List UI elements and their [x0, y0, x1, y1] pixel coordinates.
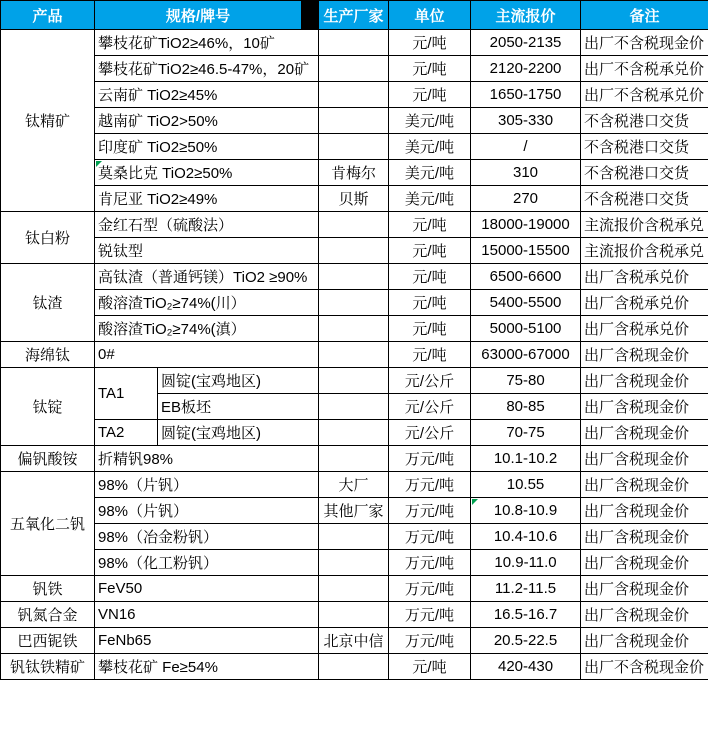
maker-cell [319, 446, 389, 472]
unit-cell [389, 550, 471, 576]
price-text: 10.4-10.6 [493, 528, 558, 545]
product-cell [1, 446, 95, 472]
spec-text: 攀枝花矿TiO2≥46.5-47%，20矿 [98, 61, 310, 78]
note-cell [581, 368, 708, 394]
note-cell [581, 212, 708, 238]
unit-cell [389, 160, 471, 186]
header-note: 备注 [581, 1, 708, 30]
maker-cell [319, 654, 389, 680]
product-text: 钛精矿 [24, 113, 70, 130]
price-cell [471, 472, 581, 498]
table-row [1, 316, 708, 342]
note-text: 出厂含税现金价 [584, 425, 690, 442]
unit-text: 元/吨 [412, 61, 447, 78]
table-row [1, 602, 708, 628]
header-price: 主流报价 [471, 1, 581, 30]
table-row [1, 212, 708, 238]
spec-cell [95, 498, 319, 524]
note-text: 出厂含税现金价 [584, 607, 690, 624]
spec-cell [95, 524, 319, 550]
table-row [1, 576, 708, 602]
spec-cell [95, 628, 319, 654]
spec-text: VN16 [98, 606, 136, 623]
maker-text: 其他厂家 [323, 503, 384, 520]
table-row [1, 420, 708, 446]
table-row [1, 160, 708, 186]
table-row [1, 264, 708, 290]
table-row [1, 472, 708, 498]
header-spec: 规格/牌号 [95, 1, 302, 30]
spec-text: FeV50 [98, 580, 143, 597]
unit-text: 万元/吨 [404, 633, 455, 650]
spec-desc-cell [158, 368, 319, 394]
product-text: 海绵钛 [24, 347, 70, 364]
spec-cell [95, 654, 319, 680]
unit-text: 元/吨 [412, 217, 447, 234]
spec-text: 攀枝花矿 Fe≥54% [98, 659, 218, 676]
spec-text: 锐钛型 [98, 243, 144, 260]
spec-text: 云南矿 TiO2≥45% [98, 87, 218, 104]
comment-marker-icon [472, 499, 478, 505]
note-cell [581, 82, 708, 108]
price-text: 15000-15500 [481, 242, 570, 259]
unit-cell [389, 602, 471, 628]
price-cell [471, 524, 581, 550]
unit-cell [389, 186, 471, 212]
product-text: 钛锭 [32, 399, 63, 416]
note-text: 出厂含税现金价 [584, 529, 690, 546]
note-text: 出厂含税现金价 [584, 555, 690, 572]
table-row [1, 186, 708, 212]
note-cell [581, 264, 708, 290]
spec-text: 肯尼亚 TiO2≥49% [98, 191, 218, 208]
maker-cell [319, 420, 389, 446]
header-maker: 生产厂家 [319, 1, 389, 30]
unit-cell [389, 524, 471, 550]
spec-text: 莫桑比克 TiO2≥50% [98, 165, 233, 182]
table-row [1, 654, 708, 680]
note-cell [581, 186, 708, 212]
spec-text: 98%（冶金粉钒） [98, 529, 219, 546]
price-text: 16.5-16.7 [493, 606, 558, 623]
table-row [1, 342, 708, 368]
price-cell [471, 56, 581, 82]
spec-text: FeNb65 [98, 632, 152, 649]
spec-cell [95, 30, 319, 56]
price-cell [471, 576, 581, 602]
spec-cell [95, 238, 319, 264]
note-text: 出厂含税承兑价 [584, 321, 690, 338]
maker-cell [319, 186, 389, 212]
product-cell [1, 342, 95, 368]
spec-cell [95, 134, 319, 160]
price-text: 80-85 [506, 398, 545, 415]
price-cell [471, 186, 581, 212]
price-cell [471, 212, 581, 238]
table-row [1, 56, 708, 82]
product-text: 巴西铌铁 [17, 633, 78, 650]
spec-cell [95, 316, 319, 342]
price-cell [471, 498, 581, 524]
unit-cell [389, 446, 471, 472]
maker-cell [319, 602, 389, 628]
note-text: 出厂含税现金价 [584, 581, 690, 598]
spec_b-text: 圆锭(宝鸡地区) [161, 373, 261, 390]
price-cell [471, 420, 581, 446]
note-text: 出厂含税现金价 [584, 399, 690, 416]
maker-cell [319, 368, 389, 394]
spec-cell [95, 290, 319, 316]
price-text: 1650-1750 [489, 86, 562, 103]
spec-desc-cell [158, 420, 319, 446]
unit-text: 万元/吨 [404, 477, 455, 494]
product-text: 偏钒酸铵 [17, 451, 78, 468]
product-cell [1, 628, 95, 654]
price-cell [471, 108, 581, 134]
unit-cell [389, 290, 471, 316]
spec-text: 0# [98, 346, 115, 363]
unit-text: 元/吨 [412, 321, 447, 338]
note-text: 出厂不含税现金价 [584, 35, 705, 52]
maker-cell [319, 394, 389, 420]
spec-text: 印度矿 TiO2≥50% [98, 139, 218, 156]
unit-cell [389, 238, 471, 264]
spec_a-text: TA1 [98, 385, 125, 402]
product-cell [1, 264, 95, 342]
price-cell [471, 394, 581, 420]
product-cell [1, 368, 95, 446]
product-cell [1, 472, 95, 576]
header-product: 产品 [1, 1, 95, 30]
maker-cell [319, 30, 389, 56]
maker-cell [319, 264, 389, 290]
note-cell [581, 134, 708, 160]
note-text: 出厂含税现金价 [584, 633, 690, 650]
note-cell [581, 420, 708, 446]
price-text: 2050-2135 [489, 34, 562, 51]
unit-cell [389, 108, 471, 134]
spec-cell [95, 446, 319, 472]
maker-cell [319, 134, 389, 160]
note-cell [581, 238, 708, 264]
spec-text: 高钛渣（普通钙镁）TiO2 ≥90% [98, 269, 308, 286]
product-text: 钒氮合金 [17, 607, 78, 624]
maker-cell [319, 342, 389, 368]
price-cell [471, 30, 581, 56]
price-cell [471, 82, 581, 108]
spec-text: 攀枝花矿TiO2≥46%，10矿 [98, 35, 275, 52]
unit-cell [389, 498, 471, 524]
note-text: 出厂含税现金价 [584, 373, 690, 390]
price-text: 63000-67000 [481, 346, 570, 363]
spec-cell [95, 186, 319, 212]
note-text: 出厂含税现金价 [584, 503, 690, 520]
price-text: 310 [513, 164, 539, 181]
maker-cell [319, 524, 389, 550]
price-cell [471, 602, 581, 628]
spec-cell [95, 472, 319, 498]
product-cell [1, 602, 95, 628]
spec-text: 越南矿 TiO2>50% [98, 113, 218, 130]
maker-text: 肯梅尔 [331, 165, 377, 182]
price-text: 70-75 [506, 424, 545, 441]
unit-cell [389, 342, 471, 368]
product-text: 钒钛铁精矿 [9, 659, 85, 676]
spec-grade-cell [95, 420, 158, 446]
maker-cell [319, 472, 389, 498]
price-cell [471, 654, 581, 680]
table-row [1, 498, 708, 524]
spec-cell [95, 576, 319, 602]
unit-cell [389, 134, 471, 160]
note-text: 出厂不含税现金价 [584, 659, 705, 676]
note-cell [581, 30, 708, 56]
spec-grade-cell [95, 368, 158, 420]
unit-text: 元/公斤 [404, 399, 455, 416]
unit-cell [389, 264, 471, 290]
note-cell [581, 576, 708, 602]
price-text: 305-330 [497, 112, 554, 129]
price-text: 11.2-11.5 [494, 580, 557, 597]
note-text: 出厂不含税承兑价 [584, 87, 705, 104]
price-text: 5400-5500 [489, 294, 562, 311]
note-cell [581, 446, 708, 472]
unit-cell [389, 394, 471, 420]
table-row [1, 368, 708, 394]
price-cell [471, 160, 581, 186]
note-cell [581, 56, 708, 82]
unit-cell [389, 472, 471, 498]
table-row [1, 524, 708, 550]
note-cell [581, 108, 708, 134]
product-text: 钛渣 [32, 295, 63, 312]
note-cell [581, 602, 708, 628]
unit-cell [389, 212, 471, 238]
maker-cell [319, 550, 389, 576]
unit-text: 万元/吨 [404, 555, 455, 572]
unit-text: 万元/吨 [404, 503, 455, 520]
price-cell [471, 550, 581, 576]
spec_a-text: TA2 [98, 424, 125, 441]
price-text: 420-430 [497, 658, 554, 675]
unit-text: 美元/吨 [404, 191, 455, 208]
comment-marker-icon [96, 161, 102, 167]
spec-cell [95, 342, 319, 368]
note-text: 主流报价含税承兑 [584, 217, 705, 234]
spec-desc-cell [158, 394, 319, 420]
spec-text: 折精钒98% [98, 451, 174, 468]
price-text: 75-80 [506, 372, 545, 389]
price-cell [471, 342, 581, 368]
table-row [1, 550, 708, 576]
maker-cell [319, 56, 389, 82]
price-cell [471, 316, 581, 342]
product-cell [1, 212, 95, 264]
unit-cell [389, 30, 471, 56]
note-text: 出厂含税现金价 [584, 451, 690, 468]
price-cell [471, 134, 581, 160]
note-cell [581, 342, 708, 368]
note-text: 不含税港口交货 [584, 113, 690, 130]
spec-cell [95, 108, 319, 134]
spec_b-text: 圆锭(宝鸡地区) [161, 425, 261, 442]
price-text: 20.5-22.5 [493, 632, 558, 649]
note-cell [581, 628, 708, 654]
note-text: 出厂含税现金价 [584, 347, 690, 364]
price-text: 6500-6600 [489, 268, 562, 285]
unit-text: 美元/吨 [404, 139, 455, 156]
price-cell [471, 446, 581, 472]
spec-text: 98%（片钒） [98, 477, 189, 494]
maker-cell [319, 316, 389, 342]
note-text: 出厂含税承兑价 [584, 269, 690, 286]
note-cell [581, 498, 708, 524]
spec-cell [95, 56, 319, 82]
table-row [1, 30, 708, 56]
spec-cell [95, 602, 319, 628]
unit-text: 万元/吨 [404, 581, 455, 598]
unit-text: 元/吨 [412, 87, 447, 104]
product-cell [1, 576, 95, 602]
unit-text: 元/吨 [412, 347, 447, 364]
price-text: 18000-19000 [481, 216, 570, 233]
table-row [1, 290, 708, 316]
unit-cell [389, 56, 471, 82]
price-table-body [1, 30, 708, 680]
unit-text: 元/吨 [412, 295, 447, 312]
spec-cell [95, 264, 319, 290]
maker-cell [319, 576, 389, 602]
maker-cell [319, 290, 389, 316]
table-row [1, 628, 708, 654]
note-cell [581, 316, 708, 342]
price-text: 10.8-10.9 [493, 502, 558, 519]
maker-cell [319, 628, 389, 654]
note-text: 出厂含税现金价 [584, 477, 690, 494]
note-cell [581, 550, 708, 576]
maker-text: 贝斯 [338, 191, 369, 208]
table-row [1, 446, 708, 472]
price-text: 10.55 [506, 476, 545, 493]
header-spacer-cell [302, 1, 319, 30]
product-cell [1, 30, 95, 212]
unit-cell [389, 82, 471, 108]
unit-text: 美元/吨 [404, 113, 455, 130]
product-text: 五氧化二钒 [9, 516, 85, 533]
unit-cell [389, 628, 471, 654]
table-row [1, 238, 708, 264]
maker-cell [319, 108, 389, 134]
price-cell [471, 264, 581, 290]
note-text: 出厂含税承兑价 [584, 295, 690, 312]
unit-text: 万元/吨 [404, 529, 455, 546]
table-row [1, 82, 708, 108]
note-text: 出厂不含税承兑价 [584, 61, 705, 78]
spec-text: 98%（片钒） [98, 503, 189, 520]
spec-text: 金红石型（硫酸法） [98, 217, 234, 234]
unit-cell [389, 368, 471, 394]
spec-cell [95, 550, 319, 576]
spec_b-text: EB板坯 [161, 399, 212, 416]
price-text: 2120-2200 [489, 60, 562, 77]
unit-text: 元/吨 [412, 269, 447, 286]
table-row [1, 134, 708, 160]
note-text: 不含税港口交货 [584, 191, 690, 208]
unit-text: 万元/吨 [404, 607, 455, 624]
note-cell [581, 160, 708, 186]
product-cell [1, 654, 95, 680]
table-header [1, 1, 708, 30]
price-text: / [523, 138, 528, 155]
price-text: 10.1-10.2 [493, 450, 558, 467]
spec-cell [95, 82, 319, 108]
unit-text: 元/吨 [412, 659, 447, 676]
maker-cell [319, 212, 389, 238]
note-text: 不含税港口交货 [584, 139, 690, 156]
note-cell [581, 654, 708, 680]
price-text: 10.9-11.0 [494, 554, 557, 571]
price-text: 5000-5100 [489, 320, 562, 337]
price-cell [471, 628, 581, 654]
header-unit: 单位 [389, 1, 471, 30]
maker-cell [319, 238, 389, 264]
header-row [1, 1, 708, 30]
product-text: 钒铁 [32, 581, 63, 598]
price-text: 270 [513, 190, 539, 207]
price-cell [471, 238, 581, 264]
spec-cell [95, 160, 319, 186]
note-cell [581, 472, 708, 498]
unit-text: 元/公斤 [404, 373, 455, 390]
unit-text: 美元/吨 [404, 165, 455, 182]
note-cell [581, 524, 708, 550]
unit-cell [389, 576, 471, 602]
spec-text: 酸溶渣TiO₂≥74%(滇） [98, 321, 246, 338]
maker-cell [319, 82, 389, 108]
table-row [1, 108, 708, 134]
note-text: 主流报价含税承兑 [584, 243, 705, 260]
unit-text: 元/吨 [412, 243, 447, 260]
maker-cell [319, 498, 389, 524]
price-cell [471, 368, 581, 394]
unit-cell [389, 420, 471, 446]
spec-text: 98%（化工粉钒） [98, 555, 219, 572]
note-cell [581, 394, 708, 420]
unit-cell [389, 654, 471, 680]
spec-cell [95, 212, 319, 238]
spec-text: 酸溶渣TiO₂≥74%(川） [98, 295, 246, 312]
note-cell [581, 290, 708, 316]
unit-cell [389, 316, 471, 342]
maker-text: 北京中信 [323, 633, 384, 650]
price-cell [471, 290, 581, 316]
unit-text: 元/公斤 [404, 425, 455, 442]
maker-cell [319, 160, 389, 186]
maker-text: 大厂 [338, 477, 369, 494]
note-text: 不含税港口交货 [584, 165, 690, 182]
unit-text: 万元/吨 [404, 451, 455, 468]
product-text: 钛白粉 [24, 230, 70, 247]
unit-text: 元/吨 [412, 35, 447, 52]
